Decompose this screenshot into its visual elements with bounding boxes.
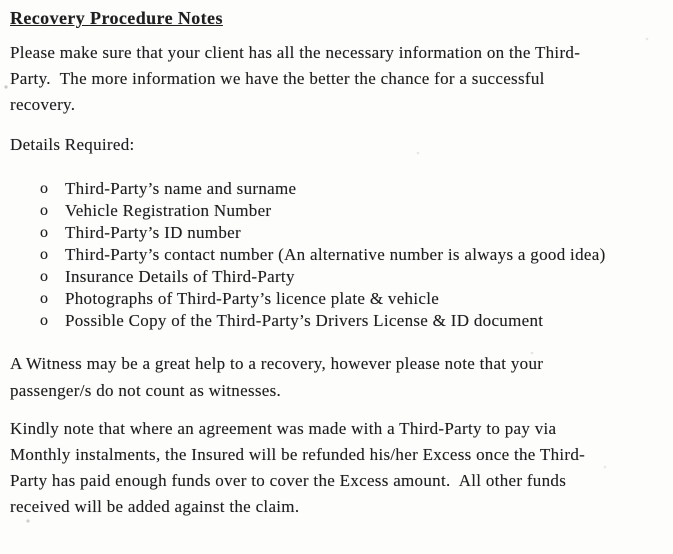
- detail-list-item: [10, 200, 661, 222]
- bullet-circle-icon: o: [40, 180, 49, 197]
- detail-item-text: Photographs of Third-Party’s licence plate & vehicle: [65, 289, 440, 308]
- detail-item-text: Possible Copy of the Third-Party’s Drivers License & ID document: [65, 311, 544, 330]
- bullet-circle-icon: o: [40, 246, 49, 263]
- detail-list-item: [10, 244, 661, 266]
- bullet-circle-icon: o: [40, 202, 49, 219]
- detail-item-text: Vehicle Registration Number: [65, 201, 272, 220]
- installments-paragraph: [10, 416, 661, 520]
- details-list: [10, 178, 661, 332]
- text-line: Monthly instalments, the Insured will be refunded his/her Excess once the Third-: [10, 445, 586, 464]
- detail-item-text: Third-Party’s name and surname: [65, 179, 297, 198]
- text-line: passenger/s do not count as witnesses.: [10, 381, 282, 400]
- witness-paragraph: [10, 350, 661, 404]
- detail-list-item: [10, 222, 661, 244]
- text-line: A Witness may be a great help to a recovery, however please note that your: [10, 354, 544, 373]
- bullet-circle-icon: o: [40, 224, 49, 241]
- text-line: recovery.: [10, 95, 76, 114]
- text-line: Kindly note that where an agreement was made with a Third-Party to pay via: [10, 419, 557, 438]
- text-line: Party has paid enough funds over to cover the Excess amount. All other funds: [10, 471, 567, 490]
- bullet-circle-icon: o: [40, 290, 49, 307]
- details-required-label: Details Required:: [10, 135, 135, 154]
- scan-noise-speckles: [0, 0, 2, 2]
- detail-item-text: Third-Party’s ID number: [65, 223, 241, 242]
- detail-list-item: [10, 288, 661, 310]
- detail-list-item: [10, 310, 661, 332]
- detail-item-text: Insurance Details of Third-Party: [65, 267, 295, 286]
- detail-item-text: Third-Party’s contact number (An alternative number is always a good idea): [65, 245, 606, 264]
- detail-list-item: [10, 178, 661, 200]
- text-line: Please make sure that your client has all the necessary information on the Third-: [10, 43, 581, 62]
- intro-paragraph: [10, 40, 661, 118]
- detail-list-item: [10, 266, 661, 288]
- text-line: received will be added against the claim.: [10, 497, 300, 516]
- bullet-circle-icon: o: [40, 268, 49, 285]
- text-line: Party. The more information we have the better the chance for a successful: [10, 69, 545, 88]
- document-title: Recovery Procedure Notes: [10, 8, 223, 28]
- bullet-circle-icon: o: [40, 312, 49, 329]
